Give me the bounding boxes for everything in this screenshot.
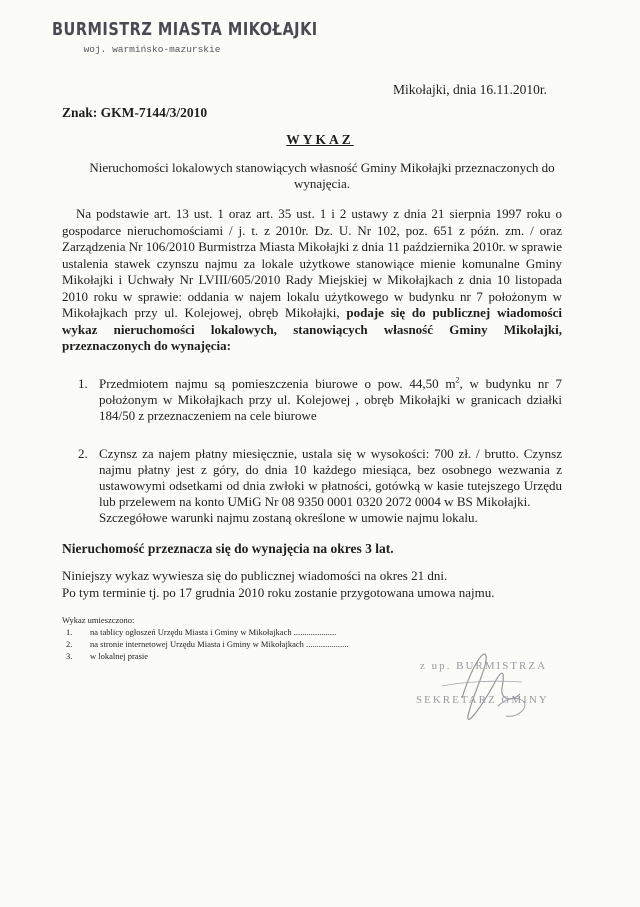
lease-duration: Nieruchomość przeznacza się do wynajęcia na okres 3 lat. <box>62 541 394 556</box>
legal-basis-paragraph <box>62 206 562 355</box>
signature-stamp <box>402 636 582 736</box>
notice-line: Niniejszy wykaz wywiesza się do publicznej wiadomości na okres 21 dni. <box>62 568 448 583</box>
lease-term-text: Przedmiotem najmu są pomieszczenia biurowe o pow. 44,50 $m^2$, w budynku nr 7 położonym w Mikołajkach przy ul. Kolejowej , obręb Mikołajki w granicach działki 184/50 z przeznaczeniem na cele biurowe <box>99 375 562 423</box>
notice-line: Po tym terminie tj. po 17 grudnia 2010 roku zostanie przygotowana umowa najmu. <box>62 584 495 600</box>
square-meter-sup: 2 <box>455 375 460 385</box>
lease-term-item <box>62 376 562 424</box>
office-stamp <box>52 20 318 55</box>
lease-term-item <box>62 446 562 526</box>
lease-term-extra: Szczegółowe warunki najmu zostaną określone w umowie najmu lokalu. <box>99 510 478 525</box>
posting-item: 3. w lokalnej prasie <box>66 651 149 661</box>
posting-heading: Wykaz umieszczono: <box>62 615 135 625</box>
place-and-date: Mikołajki, dnia 16.11.2010r. <box>393 82 547 97</box>
signature-scribble <box>402 636 582 736</box>
reference-number: Znak: GKM-7144/3/2010 <box>62 105 208 120</box>
office-stamp-title: BURMISTRZ MIASTA MIKOŁAJKI <box>52 20 318 40</box>
document-title: WYKAZ <box>286 132 354 147</box>
lease-term-number: 2. <box>78 446 88 461</box>
lease-terms-list <box>62 376 562 526</box>
signature-stamp-line1: z up. BURMISTRZA <box>420 660 548 672</box>
posting-locations <box>62 614 349 662</box>
signature-stamp-line2: SEKRETARZ GMINY <box>416 694 549 706</box>
document-subtitle: Nieruchomości lokalowych stanowiących własność Gminy Mikołajki przeznaczonych do wynajęcia. <box>89 160 555 191</box>
legal-basis-announcement: podaje się do publicznej wiadomości wykaz nieruchomości lokalowych, stanowiących własność Gminy Mikołajki, przeznaczonych do wynajęcia: <box>62 305 563 353</box>
lease-term-number: 1. <box>78 376 88 391</box>
legal-basis-text: Na podstawie art. 13 ust. 1 oraz art. 35 ust. 1 i 2 ustawy z dnia 21 sierpnia 1997 roku o gospodarce nieruchomościami / j. t. z 2010r. Dz. U. Nr 102, poz. 651 z późn. zm. / oraz Zarządzenia Nr 106/2010 Burmistrza Miasta Mikołajki z dnia 11 października 2010r. w sprawie ustalenia stawek czynszu najmu za lokale użytkowe stanowiące mienie komunalne Gminy Mikołajki i Uchwały Nr LVIII/605/2010 Rady Miejskiej w Mikołajkach z dnia 10 listopada 2010 roku w sprawie: oddania w najem lokalu użytkowego w budynku nr 7 położonym w Mikołajkach przy ul. Kolejowej, obręb Mikołajki, <box>62 206 562 320</box>
posting-item: 2. na stronie internetowej Urzędu Miasta i Gminy w Mikołajkach .................... <box>66 639 349 649</box>
publication-notice <box>62 568 495 601</box>
lease-term-text: Czynsz za najem płatny miesięcznie, ustala się w wysokości: 700 zł. / brutto. Czynsz najmu płatny jest z góry, do dnia 10 każdego miesiąca, bez osobnego wezwania z ustawowymi odsetkami od dnia zwłoki w płatności, gotówką w kasie tutejszego Urzędu lub przelewem na konto UMiG Nr 08 9350 0001 0320 2072 0004 w BS Mikołajki. <box>99 446 562 509</box>
office-stamp-region: woj. warmińsko-mazurskie <box>83 44 221 55</box>
posting-item: 1. na tablicy ogłoszeń Urzędu Miasta i Gminy w Mikołajkach .................... <box>66 627 337 637</box>
